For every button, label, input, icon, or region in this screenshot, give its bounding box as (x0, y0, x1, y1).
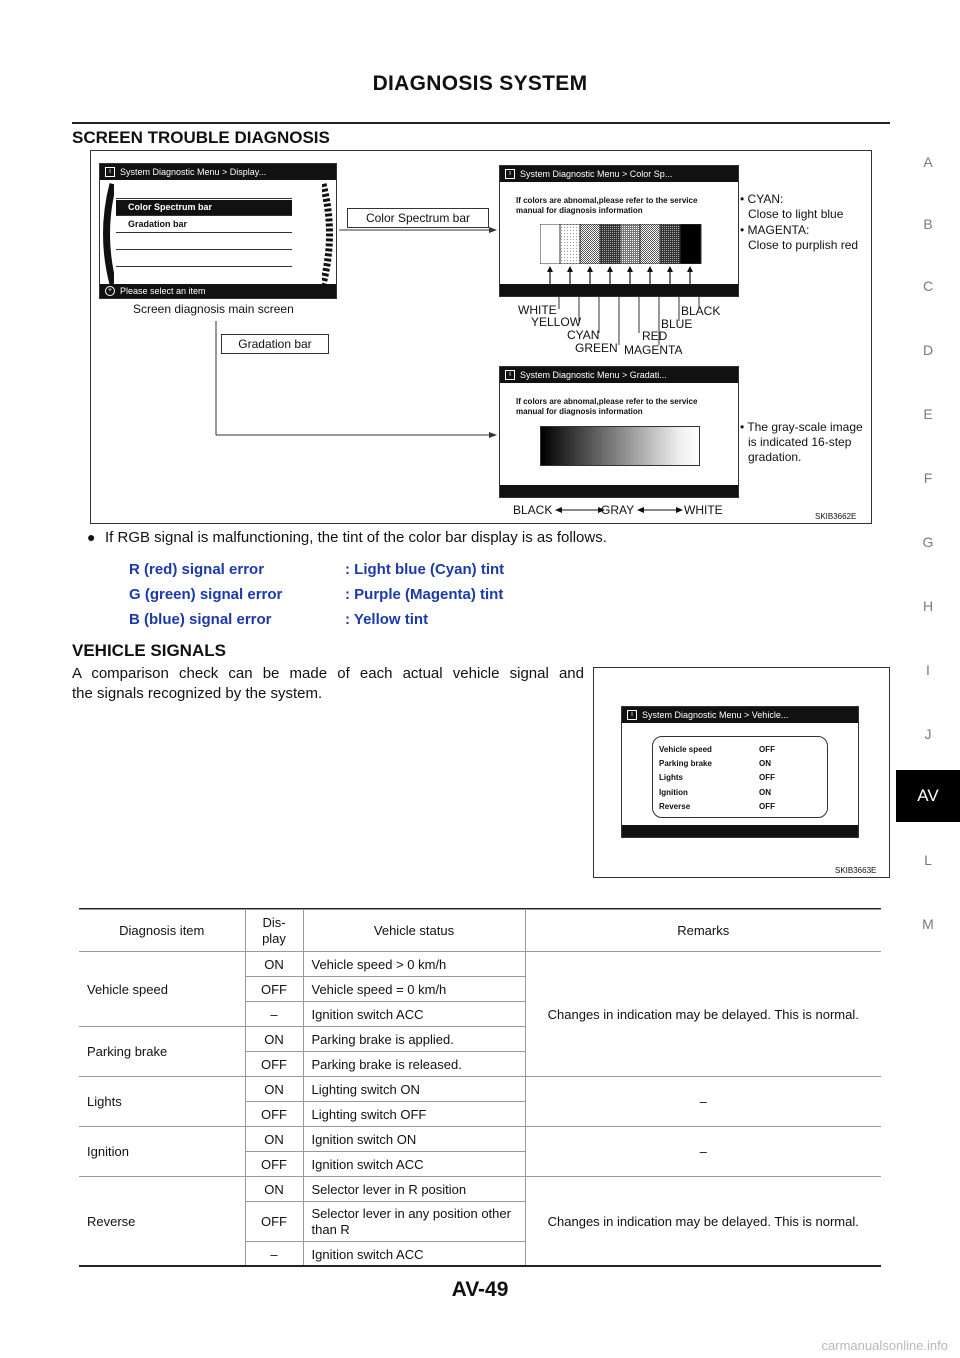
header-remarks: Remarks (525, 910, 881, 952)
tab-d[interactable]: D (922, 342, 934, 358)
signal-name-ignition: Ignition (659, 787, 688, 797)
header-rule (72, 122, 890, 124)
cell-status: Parking brake is applied. (303, 1027, 525, 1052)
cell-display: ON (245, 1127, 303, 1152)
color-screen-message-2: manual for diagnosis information (516, 206, 643, 215)
menu-item-blank-2[interactable] (116, 234, 292, 250)
signal-value-parking-brake: ON (759, 759, 771, 769)
cell-status: Ignition switch ACC (303, 1242, 525, 1267)
note-magenta: • MAGENTA: (740, 223, 810, 237)
tab-av[interactable]: AV (896, 770, 960, 822)
gradation-screen-header: i System Diagnostic Menu > Gradati... (500, 367, 738, 383)
scale-white: WHITE (684, 503, 723, 517)
cell-display: – (245, 1002, 303, 1027)
note-magenta-desc: Close to purplish red (748, 238, 859, 252)
info-icon: i (105, 167, 115, 177)
bullet-icon: ● (87, 529, 96, 545)
tab-h[interactable]: H (922, 598, 934, 614)
signal-value-lights: OFF (759, 773, 775, 783)
cell-remark: – (525, 1127, 881, 1177)
menu-item-gradation[interactable]: Gradation bar (116, 217, 292, 233)
tab-j[interactable]: J (924, 726, 932, 742)
arrow-left-right (637, 504, 683, 516)
callout-gradation: Gradation bar (221, 334, 329, 354)
menu-item-blank-3[interactable] (116, 251, 292, 267)
figure-code: SKIB3663E (835, 866, 877, 875)
main-menu-screen (99, 163, 337, 299)
signal-b-label: B (blue) signal error (129, 611, 272, 628)
vehicle-signals-figure (593, 667, 890, 878)
scale-gray: GRAY (601, 503, 635, 517)
tab-a[interactable]: A (923, 154, 933, 170)
section-heading-vehicle-signals: VEHICLE SIGNALS (72, 641, 226, 660)
cell-vehicle-speed: Vehicle speed (79, 952, 245, 1027)
cell-display: ON (245, 952, 303, 977)
vehicle-screen-footer (622, 825, 858, 837)
rgb-bullet-text: If RGB signal is malfunctioning, the tint of the color bar display is as follows. (105, 529, 607, 546)
cell-status: Vehicle speed = 0 km/h (303, 977, 525, 1002)
cell-status: Ignition switch ON (303, 1127, 525, 1152)
scale-black: BLACK (513, 503, 553, 517)
header-display: Dis- play (245, 910, 303, 952)
note-cyan-desc: Close to light blue (748, 207, 844, 221)
label-black: BLACK (681, 304, 721, 318)
label-white: WHITE (518, 303, 557, 317)
note-cyan: • CYAN: (740, 192, 784, 206)
color-spectrum-screen (499, 165, 739, 297)
callout-color-spectrum: Color Spectrum bar (347, 208, 489, 228)
note-gray-scale-3: gradation. (748, 450, 802, 464)
vehicle-screen (621, 706, 859, 838)
signal-name-vehicle-speed: Vehicle speed (659, 745, 712, 754)
signal-b-value: : Yellow tint (345, 611, 429, 628)
table-row (79, 1177, 881, 1202)
info-icon: i (505, 169, 515, 179)
vehicle-signals-paragraph-1: A comparison check can be made of each actual vehicle signal and (72, 665, 584, 682)
cell-display: OFF (245, 1152, 303, 1177)
vehicle-signals-paragraph-2: the signals recognized by the system. (72, 685, 323, 702)
note-gray-scale-2: is indicated 16-step (748, 435, 852, 449)
left-scroll-arc (100, 182, 114, 286)
watermark: carmanualsonline.info (821, 1338, 948, 1353)
arrow-left-right (555, 504, 605, 516)
signal-names (659, 743, 712, 814)
gradation-screen-message-2: manual for diagnosis information (516, 407, 643, 416)
gradation-screen-footer (500, 485, 738, 497)
tab-e[interactable]: E (923, 406, 933, 422)
table-row (79, 1127, 881, 1152)
menu-item-blank-1[interactable] (116, 183, 292, 199)
tab-g[interactable]: G (922, 534, 934, 550)
info-icon: i (627, 710, 637, 720)
color-pointer-arrows (540, 266, 702, 284)
cell-display: OFF (245, 977, 303, 1002)
vehicle-screen-header: i System Diagnostic Menu > Vehicle... (622, 707, 858, 723)
label-magenta: MAGENTA (624, 343, 683, 357)
label-blue: BLUE (661, 317, 693, 331)
signal-g-value: : Purple (Magenta) tint (345, 586, 504, 603)
tab-m[interactable]: M (922, 916, 934, 932)
cell-display: OFF (245, 1102, 303, 1127)
header-diagnosis-item: Diagnosis item (79, 910, 245, 952)
cell-display: OFF (245, 1052, 303, 1077)
signal-name-reverse: Reverse (659, 801, 691, 811)
cell-display: ON (245, 1177, 303, 1202)
gradation-bar (540, 426, 700, 466)
main-screen-header: i System Diagnostic Menu > Display... (100, 164, 336, 180)
signal-values (759, 743, 775, 814)
color-spectrum-bar (540, 224, 702, 264)
cell-display: OFF (245, 1202, 303, 1242)
vehicle-signal-panel (652, 736, 828, 818)
cell-status: Ignition switch ACC (303, 1152, 525, 1177)
cell-status: Selector lever in R position (303, 1177, 525, 1202)
tab-f[interactable]: F (923, 470, 933, 486)
label-red: RED (642, 329, 668, 343)
menu-item-color-spectrum[interactable]: Color Spectrum bar (116, 200, 292, 216)
signal-value-reverse: OFF (759, 801, 775, 811)
table-header-row (79, 910, 881, 952)
label-green: GREEN (575, 341, 618, 355)
cell-lights: Lights (79, 1077, 245, 1127)
section-heading-screen-trouble: SCREEN TROUBLE DIAGNOSIS (72, 128, 330, 147)
cell-status: Ignition switch ACC (303, 1002, 525, 1027)
cell-status: Parking brake is released. (303, 1052, 525, 1077)
cell-display: ON (245, 1027, 303, 1052)
cell-status: Selector lever in any position other than R (303, 1202, 525, 1242)
cell-status: Lighting switch OFF (303, 1102, 525, 1127)
tab-c[interactable]: C (922, 278, 934, 294)
cell-parking-brake: Parking brake (79, 1027, 245, 1077)
label-yellow: YELLOW (531, 315, 582, 329)
screen-diagnosis-figure (90, 150, 872, 524)
color-screen-footer (500, 284, 738, 296)
table-row (79, 1077, 881, 1102)
color-screen-message-1: If colors are abnomal,please refer to the service (516, 196, 698, 205)
cell-ignition: Ignition (79, 1127, 245, 1177)
cell-display: – (245, 1242, 303, 1267)
dial-icon: + (105, 286, 115, 296)
tab-b[interactable]: B (923, 216, 933, 232)
main-screen-footer: + Please select an item (100, 284, 336, 298)
right-scroll-arc[interactable] (322, 182, 336, 286)
table-row (79, 952, 881, 977)
cell-remark-delay: Changes in indication may be delayed. This is normal. (525, 1177, 881, 1267)
header-vehicle-status: Vehicle status (303, 910, 525, 952)
label-cyan: CYAN (567, 328, 600, 342)
signal-r-label: R (red) signal error (129, 561, 265, 578)
table-bottom-rule (79, 1265, 881, 1267)
gradation-screen-message-1: If colors are abnomal,please refer to the service (516, 397, 698, 406)
signal-value-ignition: ON (759, 787, 771, 797)
info-icon: i (505, 370, 515, 380)
cell-status: Vehicle speed > 0 km/h (303, 952, 525, 977)
gradation-screen (499, 366, 739, 498)
cell-remark-delay: Changes in indication may be delayed. This is normal. (525, 952, 881, 1077)
tab-l[interactable]: L (924, 852, 932, 868)
signal-value-vehicle-speed: OFF (759, 745, 775, 754)
note-gray-scale-1: • The gray-scale image (740, 420, 863, 434)
page-title: DIAGNOSIS SYSTEM (372, 72, 588, 95)
diagnosis-table (79, 909, 881, 1267)
cell-display: ON (245, 1077, 303, 1102)
cell-reverse: Reverse (79, 1177, 245, 1267)
tab-i[interactable]: I (926, 662, 930, 678)
figure-code: SKIB3662E (815, 512, 857, 521)
cell-status: Lighting switch ON (303, 1077, 525, 1102)
page-number: AV-49 (451, 1278, 509, 1301)
signal-name-lights: Lights (659, 773, 683, 783)
color-screen-header: i System Diagnostic Menu > Color Sp... (500, 166, 738, 182)
signal-name-parking-brake: Parking brake (659, 759, 712, 769)
signal-g-label: G (green) signal error (129, 586, 283, 603)
cell-remark: – (525, 1077, 881, 1127)
signal-r-value: : Light blue (Cyan) tint (345, 561, 505, 578)
main-screen-caption: Screen diagnosis main screen (133, 302, 294, 316)
